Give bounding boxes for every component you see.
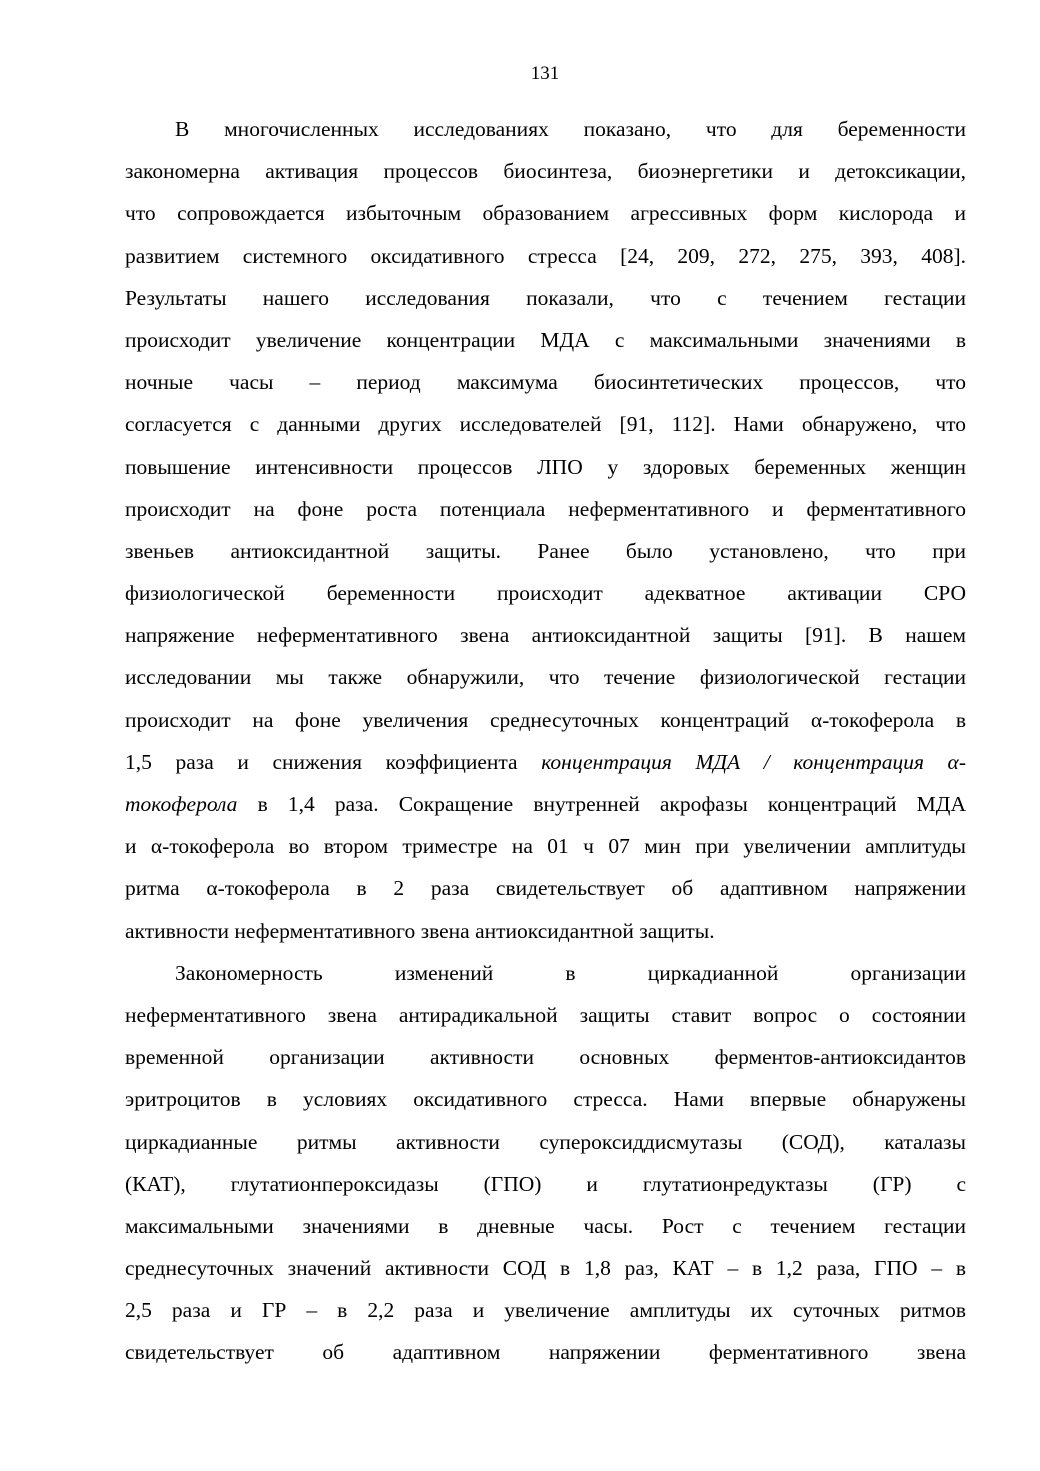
text-line: согласуется с данными других исследователей [91, 112]. Нами обнаружено, что: [125, 412, 966, 437]
text-line: физиологической беременности происходит адекватное активации СРО: [125, 581, 966, 606]
text-line: неферментативного звена антирадикальной защиты ставит вопрос о состоянии: [125, 1002, 966, 1027]
text-line: В многочисленных исследованиях показано, что для беременности: [175, 117, 966, 141]
text-line: исследовании мы также обнаружили, что течение физиологической гестации: [125, 665, 966, 690]
text-line: среднесуточных значений активности СОД в 1,8 раз, КАТ – в 1,2 раза, ГПО – в: [125, 1256, 966, 1281]
text-line: Результаты нашего исследования показали, что с течением гестации: [125, 285, 966, 310]
page-number: 131: [530, 63, 560, 84]
text-line: напряжение неферментативного звена антиоксидантной защиты [91]. В нашем: [125, 623, 966, 648]
text-line: (КАТ), глутатионпероксидазы (ГПО) и глутатионредуктазы (ГР) с: [125, 1171, 966, 1196]
text-line: повышение интенсивности процессов ЛПО у здоровых беременных женщин: [125, 454, 966, 479]
text-run: в 1,4 раза. Сокращение внутренней акрофазы концентраций МДА: [237, 792, 966, 816]
text-run: 1,5 раза и снижения коэффициента: [125, 749, 542, 774]
text-line: Закономерность изменений в циркадианной организации: [175, 960, 966, 985]
italic-text-run: токоферола: [125, 792, 238, 816]
text-line: максимальными значениями в дневные часы. Рост с течением гестации: [125, 1213, 966, 1238]
text-line: 2,5 раза и ГР – в 2,2 раза и увеличение амплитуды их суточных ритмов: [125, 1298, 966, 1323]
text-line: эритроцитов в условиях оксидативного стресса. Нами впервые обнаружены: [125, 1087, 966, 1112]
text-line: закономерна активация процессов биосинтеза, биоэнергетики и детоксикации,: [125, 159, 966, 184]
text-line: ритма α-токоферола в 2 раза свидетельствует об адаптивном напряжении: [125, 876, 966, 901]
text-line: происходит на фоне роста потенциала неферментативного и ферментативного: [125, 496, 966, 521]
paragraph: [125, 952, 966, 1374]
italic-text-run: концентрация МДА / концентрация α-: [541, 749, 967, 774]
text-line: что сопровождается избыточным образованием агрессивных форм кислорода и: [125, 201, 966, 226]
text-line: ночные часы – период максимума биосинтетических процессов, что: [125, 370, 966, 395]
text-line: временной организации активности основных ферментов-антиоксидантов: [125, 1045, 966, 1070]
body-text: [125, 108, 966, 1374]
text-line: развитием системного оксидативного стресса [24, 209, 272, 275, 393, 408].: [125, 243, 966, 268]
text-line: и α-токоферола во втором триместре на 01 ч 07 мин при увеличении амплитуды: [125, 834, 966, 859]
paragraph: [125, 108, 966, 952]
text-line: [125, 783, 966, 825]
text-line: происходит увеличение концентрации МДА с максимальными значениями в: [125, 327, 966, 352]
text-line: [125, 741, 966, 783]
text-line: активности неферментативного звена антиоксидантной защиты.: [125, 918, 715, 943]
text-line: свидетельствует об адаптивном напряжении ферментативного звена: [125, 1340, 966, 1365]
text-line: происходит на фоне увеличения среднесуточных концентраций α-токоферола в: [125, 707, 966, 732]
text-line: циркадианные ритмы активности супероксиддисмутазы (СОД), каталазы: [125, 1129, 966, 1154]
text-line: звеньев антиоксидантной защиты. Ранее было установлено, что при: [125, 538, 966, 563]
